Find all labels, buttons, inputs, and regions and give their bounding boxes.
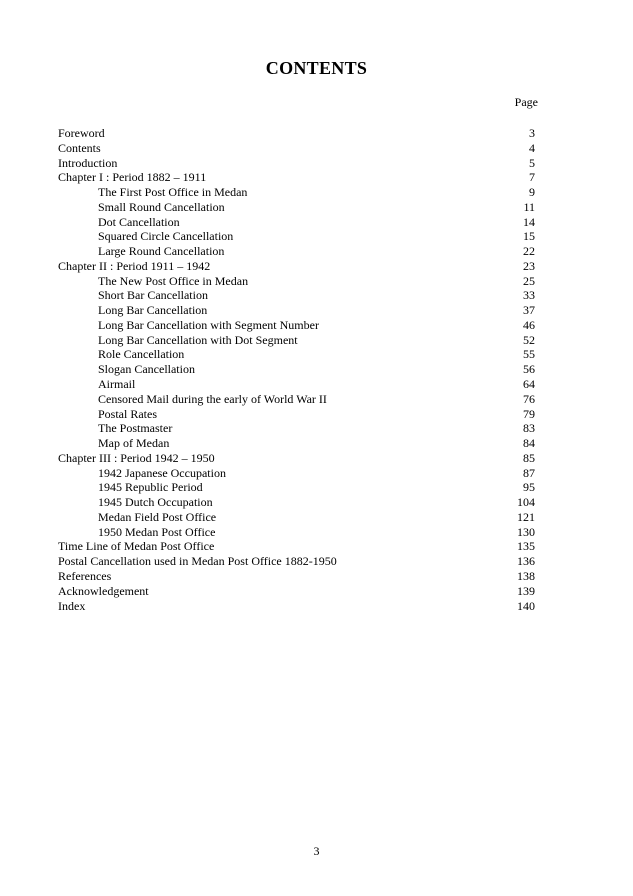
toc-entry-page: 95 xyxy=(523,480,535,495)
toc-entry-label: Censored Mail during the early of World War II xyxy=(98,391,327,406)
toc-entry-page: 14 xyxy=(523,214,535,229)
toc-entry-page: 84 xyxy=(523,436,535,451)
toc-row xyxy=(58,599,535,614)
toc-row xyxy=(58,495,535,510)
toc-entry-page: 76 xyxy=(523,391,535,406)
toc-entry-page: 5 xyxy=(529,155,535,170)
toc-row xyxy=(58,466,535,481)
toc-row xyxy=(58,333,535,348)
toc-entry-page: 87 xyxy=(523,465,535,480)
toc-row xyxy=(58,362,535,377)
page-column-header: Page xyxy=(514,95,538,109)
toc-row xyxy=(58,554,535,569)
toc-row xyxy=(58,156,535,171)
toc-entry-label: Long Bar Cancellation xyxy=(98,303,208,318)
toc-entry-page: 3 xyxy=(529,126,535,140)
toc-row xyxy=(58,436,535,451)
toc-row xyxy=(58,407,535,422)
toc-entry-page: 4 xyxy=(529,140,535,155)
toc-entry-page: 9 xyxy=(529,185,535,200)
toc-row xyxy=(58,421,535,436)
toc-entry-label: Postal Rates xyxy=(98,406,157,421)
toc-entry-page: 139 xyxy=(517,583,535,598)
toc-entry-label: Medan Field Post Office xyxy=(98,509,217,524)
toc-entry-label: Index xyxy=(58,598,86,613)
toc-entry-label: 1945 Republic Period xyxy=(98,480,203,495)
toc-entry-page: 135 xyxy=(517,539,535,554)
toc-row xyxy=(58,200,535,215)
toc-entry-label: The First Post Office in Medan xyxy=(98,185,248,200)
toc-entry-page: 46 xyxy=(523,317,535,332)
toc-row xyxy=(58,288,535,303)
toc-entry-page: 121 xyxy=(517,509,535,524)
toc-row xyxy=(58,569,535,584)
toc-entry-label: Introduction xyxy=(58,155,118,170)
toc-entry-page: 25 xyxy=(523,273,535,288)
toc-entry-page: 104 xyxy=(517,495,535,510)
toc-row xyxy=(58,347,535,362)
toc-entry-label: Small Round Cancellation xyxy=(98,199,225,214)
toc-entry-page: 52 xyxy=(523,332,535,347)
toc-entry-label: The Postmaster xyxy=(98,421,173,436)
toc-row xyxy=(58,525,535,540)
toc-entry-label: The New Post Office in Medan xyxy=(98,273,249,288)
toc-row xyxy=(58,539,535,554)
toc-row xyxy=(58,244,535,259)
toc-entry-label: Postal Cancellation used in Medan Post Office 1882-1950 xyxy=(58,554,337,569)
toc-entry-page: 56 xyxy=(523,362,535,377)
toc-entry-label: Role Cancellation xyxy=(98,347,185,362)
toc-entry-page: 7 xyxy=(529,170,535,185)
toc-entry-page: 85 xyxy=(523,450,535,465)
toc-row xyxy=(58,318,535,333)
toc-entry-label: Airmail xyxy=(98,377,136,392)
toc-entry-label: References xyxy=(58,568,112,583)
toc-row xyxy=(58,510,535,525)
toc-entry-page: 33 xyxy=(523,288,535,303)
toc-entry-page: 138 xyxy=(517,568,535,583)
page-title: CONTENTS xyxy=(265,58,368,78)
toc-entry-label: Time Line of Medan Post Office xyxy=(58,539,215,554)
toc-row xyxy=(58,303,535,318)
toc-row xyxy=(58,170,535,185)
toc-entry-page: 23 xyxy=(523,258,535,273)
toc-entry-label: 1950 Medan Post Office xyxy=(98,524,216,539)
toc-entry-label: Large Round Cancellation xyxy=(98,244,225,259)
toc-entry-page: 64 xyxy=(523,377,535,392)
toc-row xyxy=(58,229,535,244)
toc-entry-label: Dot Cancellation xyxy=(98,214,180,229)
toc-list xyxy=(58,126,535,613)
toc-entry-label: Short Bar Cancellation xyxy=(98,288,208,303)
toc-entry-page: 79 xyxy=(523,406,535,421)
toc-entry-label: Chapter II : Period 1911 – 1942 xyxy=(58,258,211,273)
toc-entry-label: Slogan Cancellation xyxy=(98,362,195,377)
toc-entry-label: 1942 Japanese Occupation xyxy=(98,465,226,480)
footer-page-number: 3 xyxy=(313,844,320,858)
toc-row xyxy=(58,392,535,407)
toc-entry-page: 130 xyxy=(517,524,535,539)
toc-entry-label: Foreword xyxy=(58,126,105,140)
toc-entry-page: 22 xyxy=(523,244,535,259)
toc-row xyxy=(58,377,535,392)
toc-entry-page: 83 xyxy=(523,421,535,436)
toc-entry-page: 37 xyxy=(523,303,535,318)
toc-entry-label: Map of Medan xyxy=(98,436,170,451)
toc-row xyxy=(58,185,535,200)
toc-entry-label: Chapter III : Period 1942 – 1950 xyxy=(58,450,215,465)
toc-entry-label: Squared Circle Cancellation xyxy=(98,229,234,244)
toc-row xyxy=(58,215,535,230)
toc-entry-page: 136 xyxy=(517,554,535,569)
toc-row xyxy=(58,274,535,289)
toc-entry-page: 55 xyxy=(523,347,535,362)
toc-entry-label: Chapter I : Period 1882 – 1911 xyxy=(58,170,207,185)
toc-row xyxy=(58,480,535,495)
toc-row xyxy=(58,141,535,156)
toc-row xyxy=(58,584,535,599)
toc-entry-label: 1945 Dutch Occupation xyxy=(98,495,213,510)
toc-row xyxy=(58,126,535,141)
toc-entry-label: Contents xyxy=(58,140,101,155)
toc-entry-label: Acknowledgement xyxy=(58,583,149,598)
toc-entry-label: Long Bar Cancellation with Segment Number xyxy=(98,317,319,332)
toc-entry-page: 15 xyxy=(523,229,535,244)
toc-entry-page: 140 xyxy=(517,598,535,613)
toc-row xyxy=(58,259,535,274)
toc-entry-page: 11 xyxy=(523,199,535,214)
toc-entry-label: Long Bar Cancellation with Dot Segment xyxy=(98,332,298,347)
toc-row xyxy=(58,451,535,466)
